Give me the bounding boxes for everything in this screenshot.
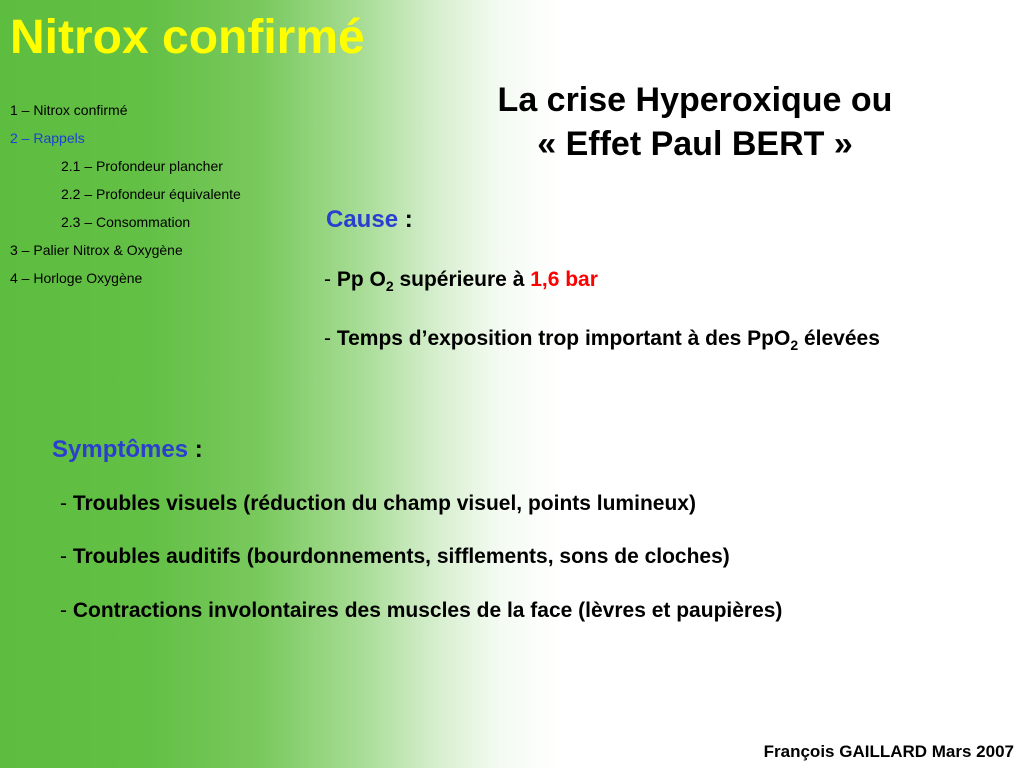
cause-item-2-dash: -	[324, 327, 337, 350]
symptom-item-2-bold: Troubles auditifs	[72, 545, 241, 568]
outline-item-3[interactable]: 3 – Palier Nitrox & Oxygène	[10, 242, 183, 258]
cause-item-1-dash: -	[324, 268, 337, 291]
symptom-item-3-rest: des muscles de la face (lèvres et paupières)	[338, 599, 783, 622]
symptom-item-2-rest: (bourdonnements, sifflements, sons de cloches)	[240, 545, 730, 568]
symptom-item-2	[60, 543, 730, 571]
cause-item-1-post: supérieure à	[393, 268, 531, 291]
cause-item-2	[324, 325, 880, 353]
footer-author: François GAILLARD Mars 2007	[763, 742, 1014, 761]
symptom-item-1-rest: (réduction du champ visuel, points lumineux)	[237, 492, 696, 515]
cause-word: Cause	[326, 206, 399, 233]
symptom-item-3	[60, 597, 782, 625]
symptom-item-2-dash: -	[60, 545, 73, 568]
outline-item-4[interactable]: 4 – Horloge Oxygène	[10, 270, 143, 286]
outline-nav	[10, 96, 241, 292]
outline-item-2-2[interactable]: 2.2 – Profondeur équivalente	[61, 186, 241, 202]
slide-heading-line1: La crise Hyperoxique ou	[497, 81, 893, 119]
cause-item-1	[324, 266, 598, 294]
symptom-item-1-bold: Troubles visuels	[72, 492, 238, 515]
outline-item-1[interactable]: 1 – Nitrox confirmé	[10, 102, 128, 118]
symptoms-word: Symptômes	[52, 436, 189, 463]
presentation-title: Nitrox confirmé	[10, 11, 365, 64]
cause-colon: :	[398, 206, 413, 233]
cause-item-2-post: élevées	[798, 327, 880, 350]
symptom-item-1-dash: -	[60, 492, 73, 515]
slide-heading-line2: « Effet Paul BERT »	[537, 125, 853, 163]
slide-heading	[380, 78, 1010, 166]
cause-label	[326, 206, 413, 234]
outline-item-2-3[interactable]: 2.3 – Consommation	[61, 214, 191, 230]
cause-item-1-value: 1,6 bar	[530, 268, 598, 291]
symptoms-label	[52, 436, 203, 464]
symptom-item-1	[60, 490, 696, 518]
symptom-item-3-dash: -	[60, 599, 73, 622]
cause-item-2-sub: 2	[790, 337, 799, 353]
symptoms-colon: :	[188, 436, 203, 463]
outline-item-2-active[interactable]: 2 – Rappels	[10, 130, 85, 146]
symptom-item-3-bold: Contractions involontaires	[72, 599, 339, 622]
cause-item-1-pre: Pp O	[336, 268, 386, 291]
cause-item-1-sub: 2	[385, 278, 394, 294]
cause-item-2-pre: Temps d’exposition trop important à des PpO	[336, 327, 791, 350]
outline-item-2-1[interactable]: 2.1 – Profondeur plancher	[61, 158, 223, 174]
